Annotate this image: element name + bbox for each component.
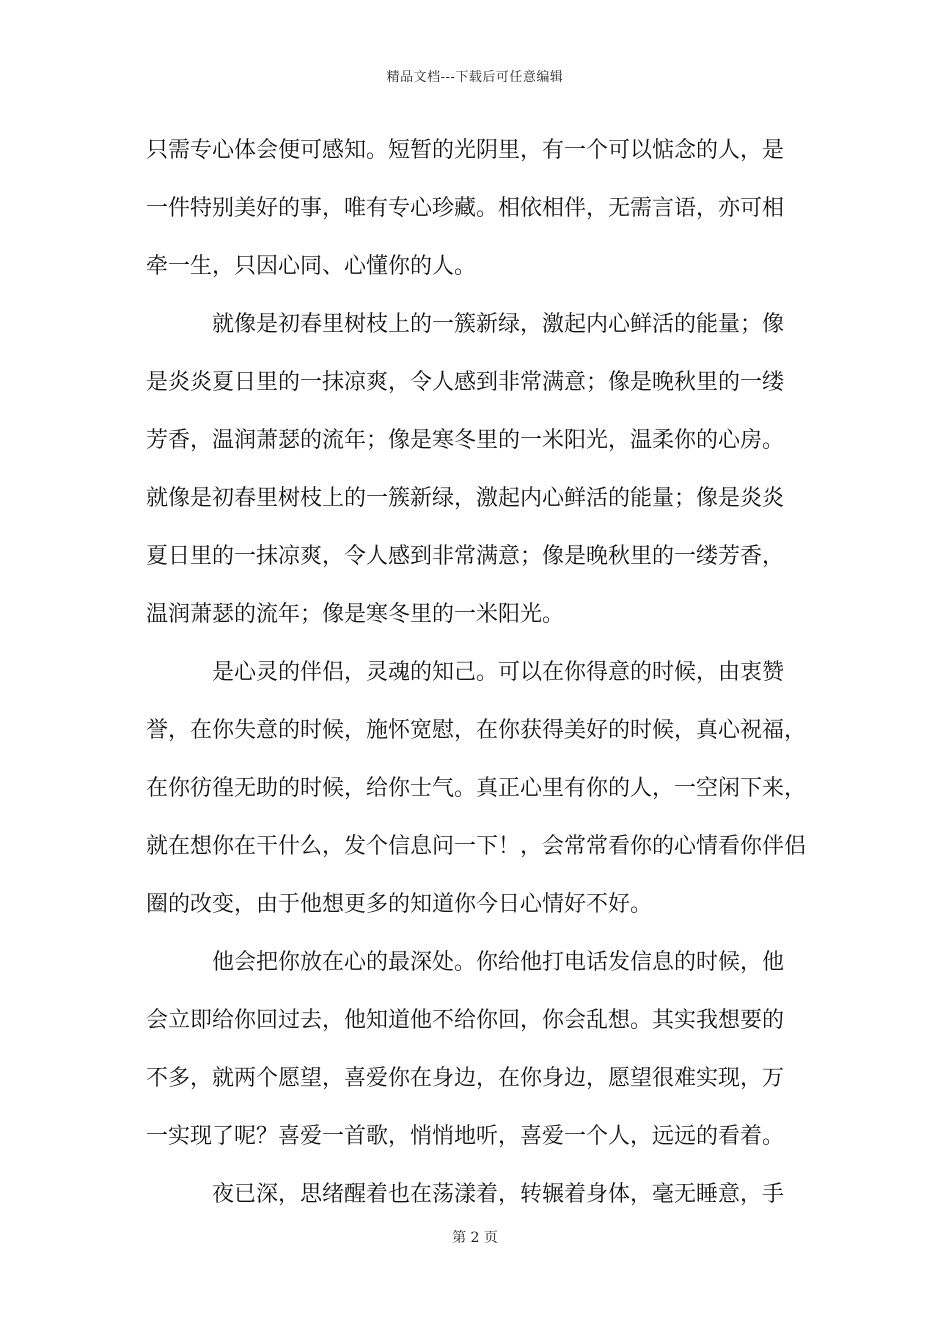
- text-line: 就像是初春里树枝上的一簇新绿，激起内心鲜活的能量；像是炎炎: [146, 486, 785, 511]
- text-line: 一实现了呢？喜爱一首歌，悄悄地听，喜爱一个人，远远的看着。: [146, 1124, 785, 1149]
- text-line: 夏日里的一抹凉爽，令人感到非常满意；像是晚秋里的一缕芳香，: [146, 544, 785, 569]
- text-line: 会立即给你回过去，他知道他不给你回，你会乱想。其实我想要的: [146, 1008, 785, 1033]
- document-body: [146, 131, 826, 1233]
- text-line: 不多，就两个愿望，喜爱你在身边，在你身边，愿望很难实现，万: [146, 1066, 785, 1091]
- text-line: 一件特别美好的事，唯有专心珍藏。相依相伴，无需言语，亦可相: [146, 196, 785, 221]
- text-line: 在你彷徨无助的时候，给你士气。真正心里有你的人，一空闲下来，: [146, 776, 807, 801]
- page-number: 第 2 页: [452, 1230, 498, 1246]
- paragraph-start-line: 他会把你放在心的最深处。你给他打电话发信息的时候，他: [212, 950, 785, 975]
- text-line: 芳香，温润萧瑟的流年；像是寒冬里的一米阳光，温柔你的心房。: [146, 428, 785, 453]
- paragraph-start-line: 是心灵的伴侣，灵魂的知己。可以在你得意的时候，由衷赞: [212, 660, 785, 685]
- text-line: 温润萧瑟的流年；像是寒冬里的一米阳光。: [146, 602, 565, 627]
- paragraph-start-line: 夜已深，思绪醒着也在荡漾着，转辗着身体，毫无睡意，手: [212, 1182, 785, 1207]
- page-header: 精品文档---下载后可任意编辑: [386, 70, 564, 85]
- paragraph-start-line: 就像是初春里树枝上的一簇新绿，激起内心鲜活的能量；像: [212, 312, 785, 337]
- text-line: 誉，在你失意的时候，施怀宽慰，在你获得美好的时候，真心祝福，: [146, 718, 807, 743]
- text-line: 圈的改变，由于他想更多的知道你今日心情好不好。: [146, 892, 653, 917]
- text-line: 牵一生，只因心同、心懂你的人。: [146, 254, 477, 279]
- text-line: 就在想你在干什么，发个信息问一下！，会常常看你的心情看你伴侣: [146, 834, 807, 859]
- text-line: 是炎炎夏日里的一抹凉爽，令人感到非常满意；像是晚秋里的一缕: [146, 370, 785, 395]
- text-line: 只需专心体会便可感知。短暂的光阴里，有一个可以惦念的人，是: [146, 138, 785, 163]
